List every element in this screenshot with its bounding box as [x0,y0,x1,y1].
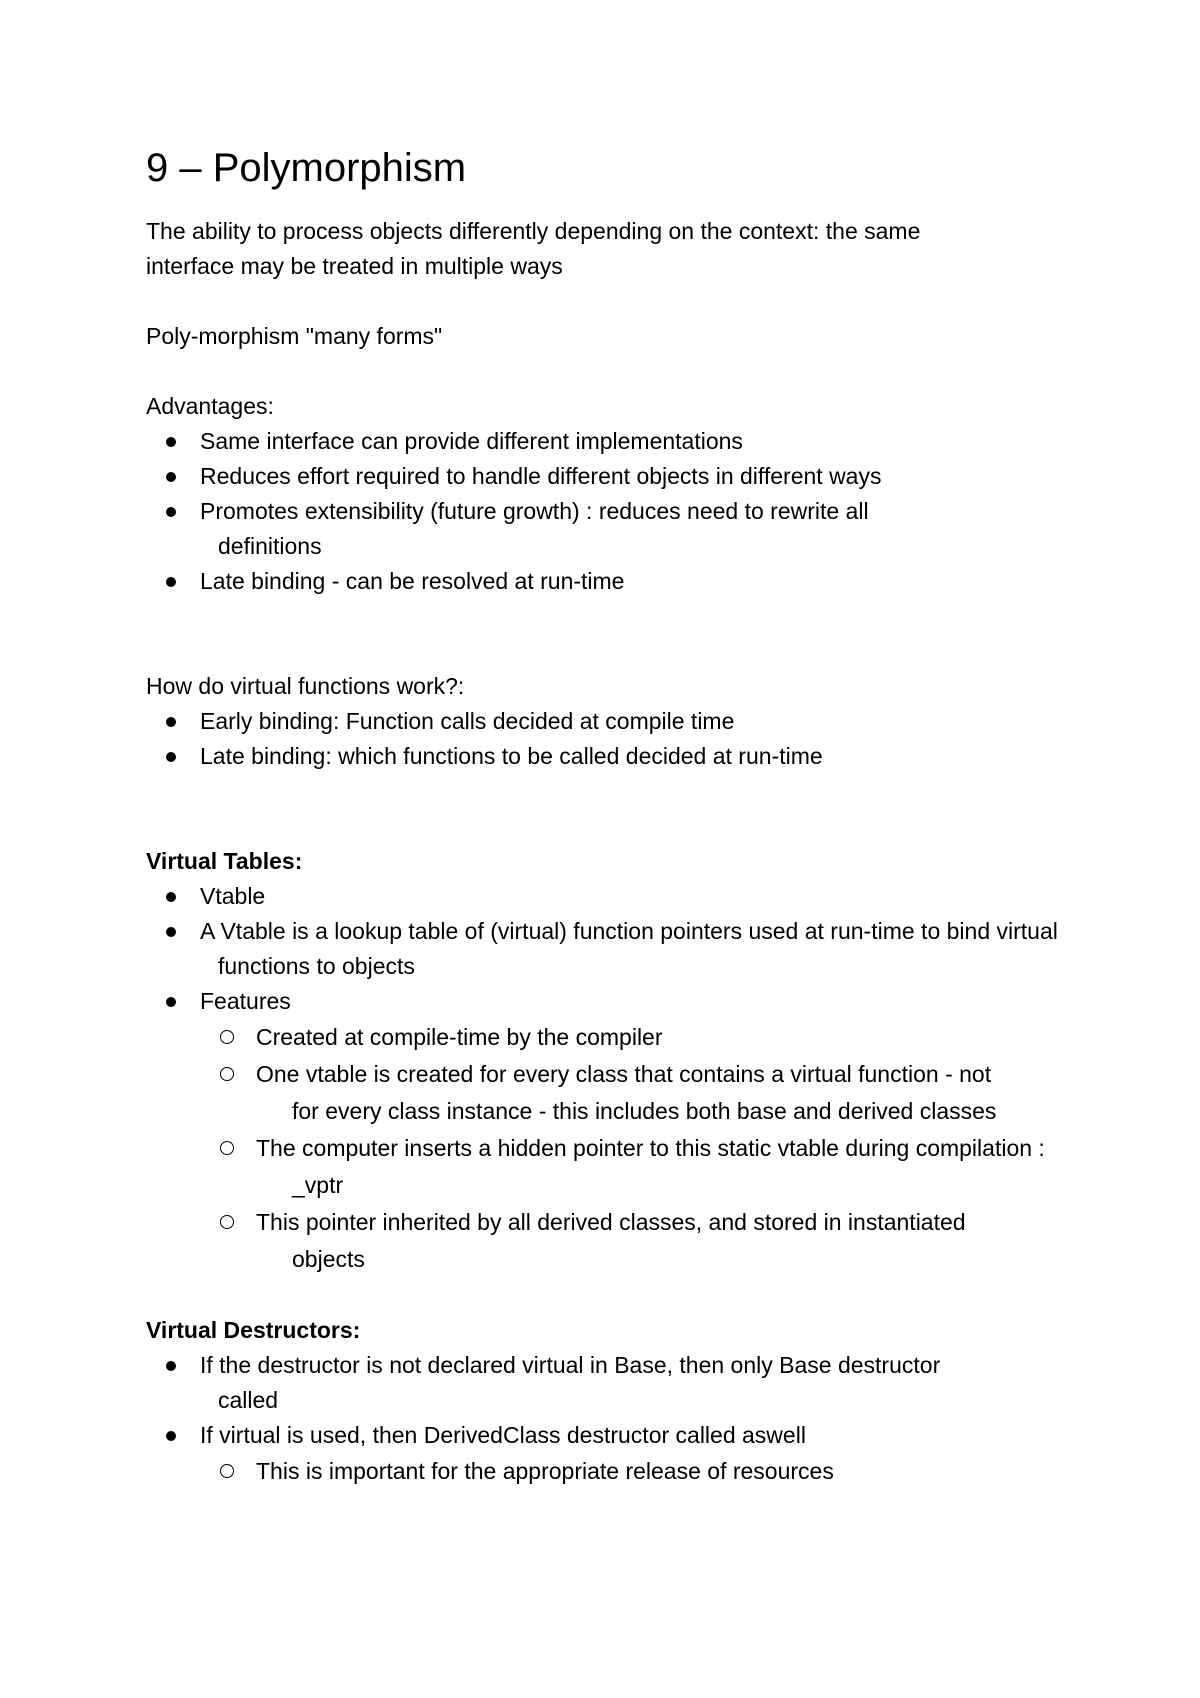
features-list [218,1019,1066,1278]
spacer [146,599,1066,669]
virtual-functions-heading: How do virtual functions work?: [146,673,465,699]
virtual-destructors-heading: Virtual Destructors: [146,1317,361,1343]
spacer [146,774,1066,844]
list-item: If the destructor is not declared virtual in Base, then only Base destructor called [146,1348,948,1418]
advantages-list [146,424,1066,599]
circle-bullet-icon [220,1215,234,1229]
intro-line-1: The ability to process objects differently depending on the context: the same [146,218,921,244]
bullet-icon [166,892,176,902]
circle-bullet-icon [220,1067,234,1081]
bullet-icon [166,927,176,937]
bullet-icon [166,752,176,762]
spacer [146,1278,1066,1313]
list-item: Late binding - can be resolved at run-time [146,564,1066,599]
list-item: Vtable [146,879,1066,914]
bullet-icon [166,717,176,727]
list-item: Promotes extensibility (future growth) : reduces need to rewrite all definitions [146,494,978,564]
list-item: Features Created at compile-time by the compiler One vtable is created for every class that contains a virtual function - not for every class instance - this includes both base and derived classes The computer inserts a hidden pointer to this static vtable during compilation : _vptr This pointer inherited by all derived classes, and stored in instantiated objects [146,984,1066,1278]
list-item: The computer inserts a hidden pointer to this static vtable during compilation : _vptr [146,1130,1072,1204]
list-item: A Vtable is a lookup table of (virtual) function pointers used at run-time to bind virtual functions to objects [146,914,1058,984]
page-title: 9 – Polymorphism [146,146,467,190]
bullet-icon [166,472,176,482]
bullet-icon [166,1431,176,1441]
list-item: Early binding: Function calls decided at compile time [146,704,1066,739]
list-item: Reduces effort required to handle different objects in different ways [146,459,1066,494]
etymology-text: Poly-morphism "many forms" [146,323,443,349]
bullet-icon [166,507,176,517]
advantages-heading: Advantages: [146,393,274,419]
virtual-destructors-list [146,1348,1066,1490]
list-item: Same interface can provide different implementations [146,424,1066,459]
virtual-tables-list [146,879,1066,1278]
list-item: Late binding: which functions to be called decided at run-time [146,739,1066,774]
spacer [146,354,1066,389]
intro-line-2: interface may be treated in multiple ways [146,253,563,279]
list-item: This is important for the appropriate release of resources [146,1453,1066,1490]
circle-bullet-icon [220,1464,234,1478]
list-item: Created at compile-time by the compiler [146,1019,1066,1056]
document-content [146,140,1066,1490]
circle-bullet-icon [220,1030,234,1044]
virtual-functions-list [146,704,1066,774]
bullet-icon [166,577,176,587]
list-item: One vtable is created for every class that contains a virtual function - not for every class instance - this includes both base and derived classes [146,1056,1012,1130]
bullet-icon [166,1361,176,1371]
list-item: This pointer inherited by all derived classes, and stored in instantiated objects [146,1204,992,1278]
destructor-sub-list [218,1453,1066,1490]
spacer [146,284,1066,319]
circle-bullet-icon [220,1141,234,1155]
list-item: If virtual is used, then DerivedClass destructor called aswell This is important for the appropriate release of resources [146,1418,1066,1490]
bullet-icon [166,437,176,447]
bullet-icon [166,997,176,1007]
virtual-tables-heading: Virtual Tables: [146,848,303,874]
